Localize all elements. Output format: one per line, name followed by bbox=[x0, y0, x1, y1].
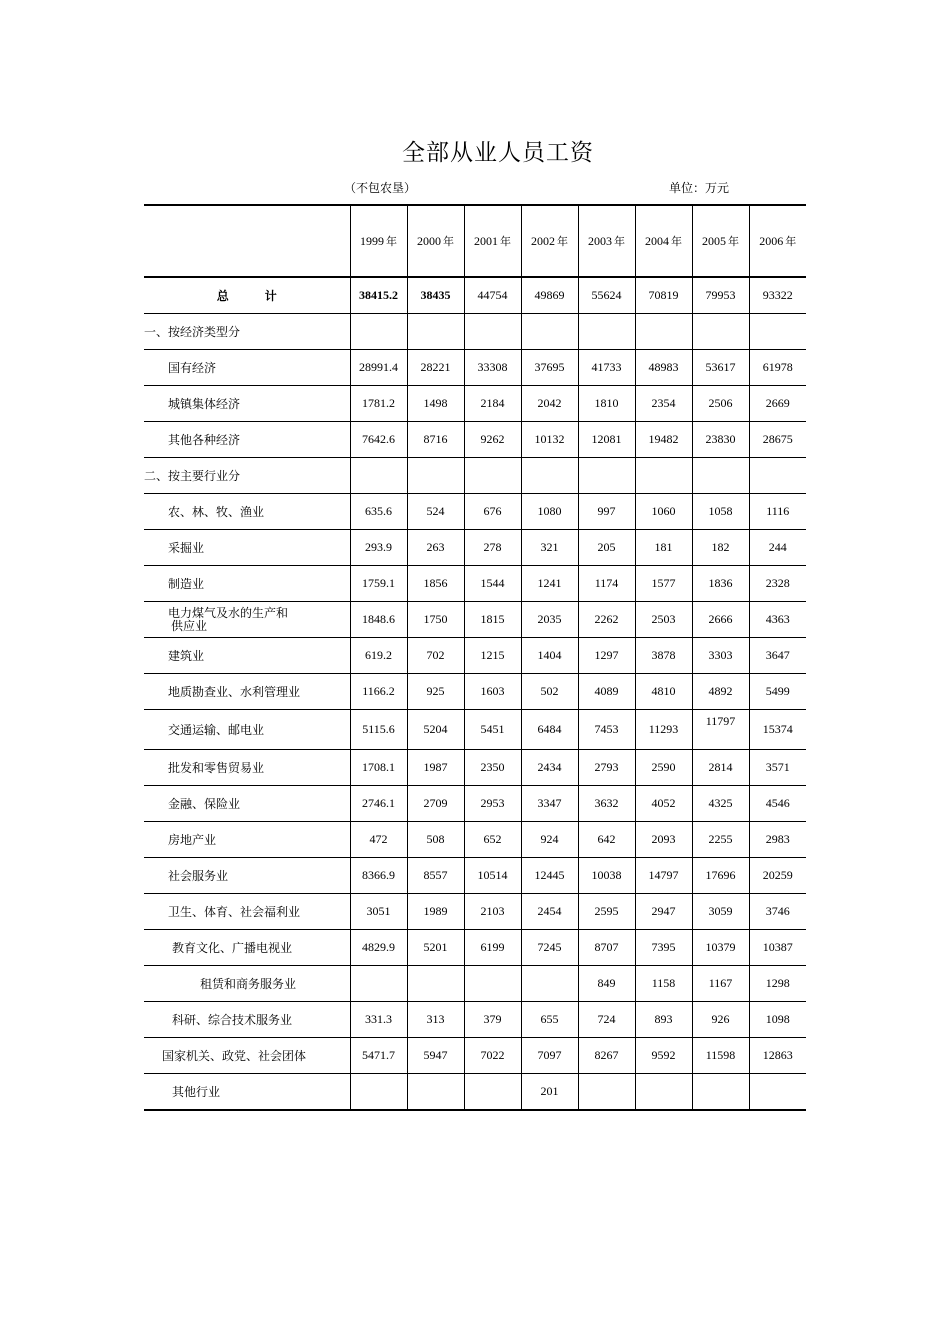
table-cell: 28991.4 bbox=[350, 350, 407, 386]
table-row bbox=[144, 1038, 806, 1074]
table-cell: 1241 bbox=[521, 566, 578, 602]
table-cell: 1098 bbox=[749, 1002, 806, 1038]
total-cell: 79953 bbox=[692, 277, 749, 314]
table-row bbox=[144, 422, 806, 458]
table-cell: 4546 bbox=[749, 786, 806, 822]
header-row bbox=[144, 205, 806, 277]
year-header-2002: 2002 年 bbox=[521, 205, 578, 277]
table-cell: 3051 bbox=[350, 894, 407, 930]
table-row bbox=[144, 386, 806, 422]
table-cell: 7395 bbox=[635, 930, 692, 966]
table-cell: 997 bbox=[578, 494, 635, 530]
table-cell: 2103 bbox=[464, 894, 521, 930]
table-cell: 7097 bbox=[521, 1038, 578, 1074]
table-cell: 1544 bbox=[464, 566, 521, 602]
table-cell: 7642.6 bbox=[350, 422, 407, 458]
table-cell: 4363 bbox=[749, 602, 806, 638]
table-cell: 1759.1 bbox=[350, 566, 407, 602]
table-cell: 181 bbox=[635, 530, 692, 566]
table-cell: 2709 bbox=[407, 786, 464, 822]
table-cell: 12863 bbox=[749, 1038, 806, 1074]
table-cell: 1810 bbox=[578, 386, 635, 422]
table-cell: 655 bbox=[521, 1002, 578, 1038]
row-label: 其他行业 bbox=[144, 1074, 350, 1111]
table-cell: 10038 bbox=[578, 858, 635, 894]
row-label: 制造业 bbox=[144, 566, 350, 602]
table-cell: 15374 bbox=[749, 710, 806, 750]
table-cell: 6199 bbox=[464, 930, 521, 966]
table-cell: 2184 bbox=[464, 386, 521, 422]
table-cell: 5499 bbox=[749, 674, 806, 710]
table-cell: 11293 bbox=[635, 710, 692, 750]
table-cell bbox=[635, 1074, 692, 1111]
table-cell: 263 bbox=[407, 530, 464, 566]
total-cell: 38435 bbox=[407, 277, 464, 314]
table-cell: 7022 bbox=[464, 1038, 521, 1074]
empty-cell bbox=[692, 314, 749, 350]
total-cell: 70819 bbox=[635, 277, 692, 314]
row-label: 社会服务业 bbox=[144, 858, 350, 894]
table-cell: 1116 bbox=[749, 494, 806, 530]
year-header-2006: 2006 年 bbox=[749, 205, 806, 277]
table-row bbox=[144, 1074, 806, 1111]
table-cell: 2590 bbox=[635, 750, 692, 786]
table-cell: 1158 bbox=[635, 966, 692, 1002]
table-cell: 10132 bbox=[521, 422, 578, 458]
table-cell: 331.3 bbox=[350, 1002, 407, 1038]
table-cell: 9262 bbox=[464, 422, 521, 458]
row-label: 国有经济 bbox=[144, 350, 350, 386]
table-cell: 1603 bbox=[464, 674, 521, 710]
table-cell: 2035 bbox=[521, 602, 578, 638]
table-cell: 182 bbox=[692, 530, 749, 566]
empty-cell bbox=[749, 314, 806, 350]
row-label: 交通运输、邮电业 bbox=[144, 710, 350, 750]
table-cell: 2953 bbox=[464, 786, 521, 822]
table-cell: 502 bbox=[521, 674, 578, 710]
row-label: 国家机关、政党、社会团体 bbox=[144, 1038, 350, 1074]
total-label: 总 计 bbox=[144, 277, 350, 314]
table-cell: 1815 bbox=[464, 602, 521, 638]
table-cell: 2454 bbox=[521, 894, 578, 930]
table-row bbox=[144, 350, 806, 386]
table-cell: 205 bbox=[578, 530, 635, 566]
table-cell: 11598 bbox=[692, 1038, 749, 1074]
total-cell: 49869 bbox=[521, 277, 578, 314]
total-cell: 93322 bbox=[749, 277, 806, 314]
row-label: 卫生、体育、社会福利业 bbox=[144, 894, 350, 930]
table-cell: 48983 bbox=[635, 350, 692, 386]
table-cell: 2354 bbox=[635, 386, 692, 422]
table-cell: 2503 bbox=[635, 602, 692, 638]
table-cell: 5947 bbox=[407, 1038, 464, 1074]
table-cell: 12445 bbox=[521, 858, 578, 894]
empty-cell bbox=[692, 458, 749, 494]
table-cell: 524 bbox=[407, 494, 464, 530]
table-row bbox=[144, 930, 806, 966]
table-cell: 1989 bbox=[407, 894, 464, 930]
year-header-2000: 2000 年 bbox=[407, 205, 464, 277]
table-cell: 3347 bbox=[521, 786, 578, 822]
empty-cell bbox=[464, 314, 521, 350]
table-cell bbox=[749, 1074, 806, 1111]
row-label: 租赁和商务服务业 bbox=[144, 966, 350, 1002]
empty-cell bbox=[521, 314, 578, 350]
table-row bbox=[144, 1002, 806, 1038]
table-cell: 53617 bbox=[692, 350, 749, 386]
table-cell: 3303 bbox=[692, 638, 749, 674]
table-cell: 893 bbox=[635, 1002, 692, 1038]
table-cell: 2669 bbox=[749, 386, 806, 422]
subtitle-note: （不包农垦） bbox=[344, 181, 417, 195]
table-cell: 17696 bbox=[692, 858, 749, 894]
header-corner-cell bbox=[144, 205, 350, 277]
table-cell: 926 bbox=[692, 1002, 749, 1038]
table-cell: 2434 bbox=[521, 750, 578, 786]
table-cell: 2042 bbox=[521, 386, 578, 422]
table-cell: 2328 bbox=[749, 566, 806, 602]
total-cell: 55624 bbox=[578, 277, 635, 314]
table-cell: 2350 bbox=[464, 750, 521, 786]
table-cell bbox=[350, 966, 407, 1002]
section-row-industry bbox=[144, 458, 806, 494]
table-cell: 702 bbox=[407, 638, 464, 674]
table-cell: 1166.2 bbox=[350, 674, 407, 710]
table-cell: 2506 bbox=[692, 386, 749, 422]
year-header-2004: 2004 年 bbox=[635, 205, 692, 277]
table-cell: 11797 bbox=[692, 710, 749, 750]
wage-table bbox=[144, 204, 806, 1111]
table-cell: 5471.7 bbox=[350, 1038, 407, 1074]
table-cell: 8267 bbox=[578, 1038, 635, 1074]
total-cell: 44754 bbox=[464, 277, 521, 314]
total-row bbox=[144, 277, 806, 314]
table-cell bbox=[464, 966, 521, 1002]
table-row bbox=[144, 566, 806, 602]
table-cell: 41733 bbox=[578, 350, 635, 386]
table-cell bbox=[407, 966, 464, 1002]
table-cell: 1856 bbox=[407, 566, 464, 602]
empty-cell bbox=[464, 458, 521, 494]
section-row-economic-type bbox=[144, 314, 806, 350]
table-row bbox=[144, 602, 806, 638]
table-cell: 5204 bbox=[407, 710, 464, 750]
table-cell: 278 bbox=[464, 530, 521, 566]
table-cell: 642 bbox=[578, 822, 635, 858]
table-cell: 19482 bbox=[635, 422, 692, 458]
table-cell: 1080 bbox=[521, 494, 578, 530]
table-cell: 28675 bbox=[749, 422, 806, 458]
table-cell: 1174 bbox=[578, 566, 635, 602]
row-label: 批发和零售贸易业 bbox=[144, 750, 350, 786]
table-body bbox=[144, 205, 806, 1110]
table-cell: 3571 bbox=[749, 750, 806, 786]
table-row bbox=[144, 530, 806, 566]
row-label: 地质勘查业、水利管理业 bbox=[144, 674, 350, 710]
table-cell: 619.2 bbox=[350, 638, 407, 674]
table-cell bbox=[578, 1074, 635, 1111]
table-cell: 313 bbox=[407, 1002, 464, 1038]
row-label-line: 供应业 bbox=[171, 618, 208, 633]
table-cell: 2793 bbox=[578, 750, 635, 786]
row-label bbox=[144, 602, 350, 638]
table-cell: 4810 bbox=[635, 674, 692, 710]
table-cell: 635.6 bbox=[350, 494, 407, 530]
table-cell: 724 bbox=[578, 1002, 635, 1038]
table-cell: 7245 bbox=[521, 930, 578, 966]
empty-cell bbox=[635, 314, 692, 350]
table-cell bbox=[692, 1074, 749, 1111]
table-cell: 1708.1 bbox=[350, 750, 407, 786]
table-cell: 676 bbox=[464, 494, 521, 530]
empty-cell bbox=[749, 458, 806, 494]
table-cell: 61978 bbox=[749, 350, 806, 386]
table-cell: 37695 bbox=[521, 350, 578, 386]
year-header-2003: 2003 年 bbox=[578, 205, 635, 277]
table-row bbox=[144, 894, 806, 930]
table-cell: 379 bbox=[464, 1002, 521, 1038]
table-cell: 849 bbox=[578, 966, 635, 1002]
table-cell: 2262 bbox=[578, 602, 635, 638]
table-row bbox=[144, 638, 806, 674]
table-cell: 3878 bbox=[635, 638, 692, 674]
table-cell bbox=[350, 1074, 407, 1111]
table-cell: 1987 bbox=[407, 750, 464, 786]
row-label: 教育文化、广播电视业 bbox=[144, 930, 350, 966]
table-cell: 3647 bbox=[749, 638, 806, 674]
table-cell: 1297 bbox=[578, 638, 635, 674]
table-row bbox=[144, 786, 806, 822]
table-cell: 5201 bbox=[407, 930, 464, 966]
table-cell: 1404 bbox=[521, 638, 578, 674]
table-cell: 10387 bbox=[749, 930, 806, 966]
table-cell: 4325 bbox=[692, 786, 749, 822]
table-cell: 7453 bbox=[578, 710, 635, 750]
total-cell: 38415.2 bbox=[350, 277, 407, 314]
table-cell: 20259 bbox=[749, 858, 806, 894]
table-cell: 2983 bbox=[749, 822, 806, 858]
section-label: 二、按主要行业分 bbox=[144, 458, 350, 494]
table-cell: 1167 bbox=[692, 966, 749, 1002]
table-cell: 8716 bbox=[407, 422, 464, 458]
table-cell: 1750 bbox=[407, 602, 464, 638]
table-cell: 201 bbox=[521, 1074, 578, 1111]
table-cell: 1848.6 bbox=[350, 602, 407, 638]
empty-cell bbox=[635, 458, 692, 494]
table-cell: 2746.1 bbox=[350, 786, 407, 822]
table-row bbox=[144, 966, 806, 1002]
table-cell: 1060 bbox=[635, 494, 692, 530]
table-cell: 4829.9 bbox=[350, 930, 407, 966]
row-label: 房地产业 bbox=[144, 822, 350, 858]
table-row bbox=[144, 494, 806, 530]
table-cell: 3746 bbox=[749, 894, 806, 930]
table-cell: 8557 bbox=[407, 858, 464, 894]
table-cell: 1498 bbox=[407, 386, 464, 422]
table-cell: 3632 bbox=[578, 786, 635, 822]
table-row bbox=[144, 750, 806, 786]
table-cell: 8707 bbox=[578, 930, 635, 966]
row-label: 其他各种经济 bbox=[144, 422, 350, 458]
table-cell bbox=[407, 1074, 464, 1111]
table-cell: 2947 bbox=[635, 894, 692, 930]
empty-cell bbox=[521, 458, 578, 494]
table-cell: 28221 bbox=[407, 350, 464, 386]
empty-cell bbox=[578, 458, 635, 494]
table-cell: 321 bbox=[521, 530, 578, 566]
year-header-2005: 2005 年 bbox=[692, 205, 749, 277]
table-row bbox=[144, 822, 806, 858]
row-label-line: 电力煤气及水的生产和 bbox=[168, 605, 289, 620]
table-cell: 508 bbox=[407, 822, 464, 858]
table-cell: 2255 bbox=[692, 822, 749, 858]
table-cell: 293.9 bbox=[350, 530, 407, 566]
table-cell: 12081 bbox=[578, 422, 635, 458]
row-label: 建筑业 bbox=[144, 638, 350, 674]
table-cell: 652 bbox=[464, 822, 521, 858]
table-cell: 925 bbox=[407, 674, 464, 710]
table-cell: 472 bbox=[350, 822, 407, 858]
row-label: 金融、保险业 bbox=[144, 786, 350, 822]
table-cell: 9592 bbox=[635, 1038, 692, 1074]
empty-cell bbox=[350, 458, 407, 494]
section-label: 一、按经济类型分 bbox=[144, 314, 350, 350]
table-cell: 4089 bbox=[578, 674, 635, 710]
page-title: 全部从业人员工资 bbox=[402, 140, 594, 166]
table-cell bbox=[464, 1074, 521, 1111]
table-cell: 244 bbox=[749, 530, 806, 566]
table-cell: 1781.2 bbox=[350, 386, 407, 422]
table-row bbox=[144, 858, 806, 894]
table-cell: 1836 bbox=[692, 566, 749, 602]
table-cell: 4052 bbox=[635, 786, 692, 822]
empty-cell bbox=[578, 314, 635, 350]
row-label: 农、林、牧、渔业 bbox=[144, 494, 350, 530]
table-cell: 5451 bbox=[464, 710, 521, 750]
table-cell: 10514 bbox=[464, 858, 521, 894]
table-cell: 1298 bbox=[749, 966, 806, 1002]
table-cell: 3059 bbox=[692, 894, 749, 930]
table-cell: 23830 bbox=[692, 422, 749, 458]
row-label: 科研、综合技术服务业 bbox=[144, 1002, 350, 1038]
unit-label: 单位：万元 bbox=[669, 181, 730, 195]
table-cell: 8366.9 bbox=[350, 858, 407, 894]
table-cell: 1058 bbox=[692, 494, 749, 530]
table-cell: 33308 bbox=[464, 350, 521, 386]
table-cell: 2093 bbox=[635, 822, 692, 858]
table-cell bbox=[521, 966, 578, 1002]
row-label: 采掘业 bbox=[144, 530, 350, 566]
row-label: 城镇集体经济 bbox=[144, 386, 350, 422]
empty-cell bbox=[407, 314, 464, 350]
empty-cell bbox=[350, 314, 407, 350]
table-cell: 2814 bbox=[692, 750, 749, 786]
table-cell: 2666 bbox=[692, 602, 749, 638]
year-header-1999: 1999 年 bbox=[350, 205, 407, 277]
table-row bbox=[144, 710, 806, 750]
table-cell: 14797 bbox=[635, 858, 692, 894]
table-cell: 5115.6 bbox=[350, 710, 407, 750]
table-cell: 924 bbox=[521, 822, 578, 858]
empty-cell bbox=[407, 458, 464, 494]
table-cell: 2595 bbox=[578, 894, 635, 930]
table-cell: 1577 bbox=[635, 566, 692, 602]
table-cell: 1215 bbox=[464, 638, 521, 674]
year-header-2001: 2001 年 bbox=[464, 205, 521, 277]
table-row bbox=[144, 674, 806, 710]
table-cell: 10379 bbox=[692, 930, 749, 966]
table-cell: 4892 bbox=[692, 674, 749, 710]
table-cell: 6484 bbox=[521, 710, 578, 750]
